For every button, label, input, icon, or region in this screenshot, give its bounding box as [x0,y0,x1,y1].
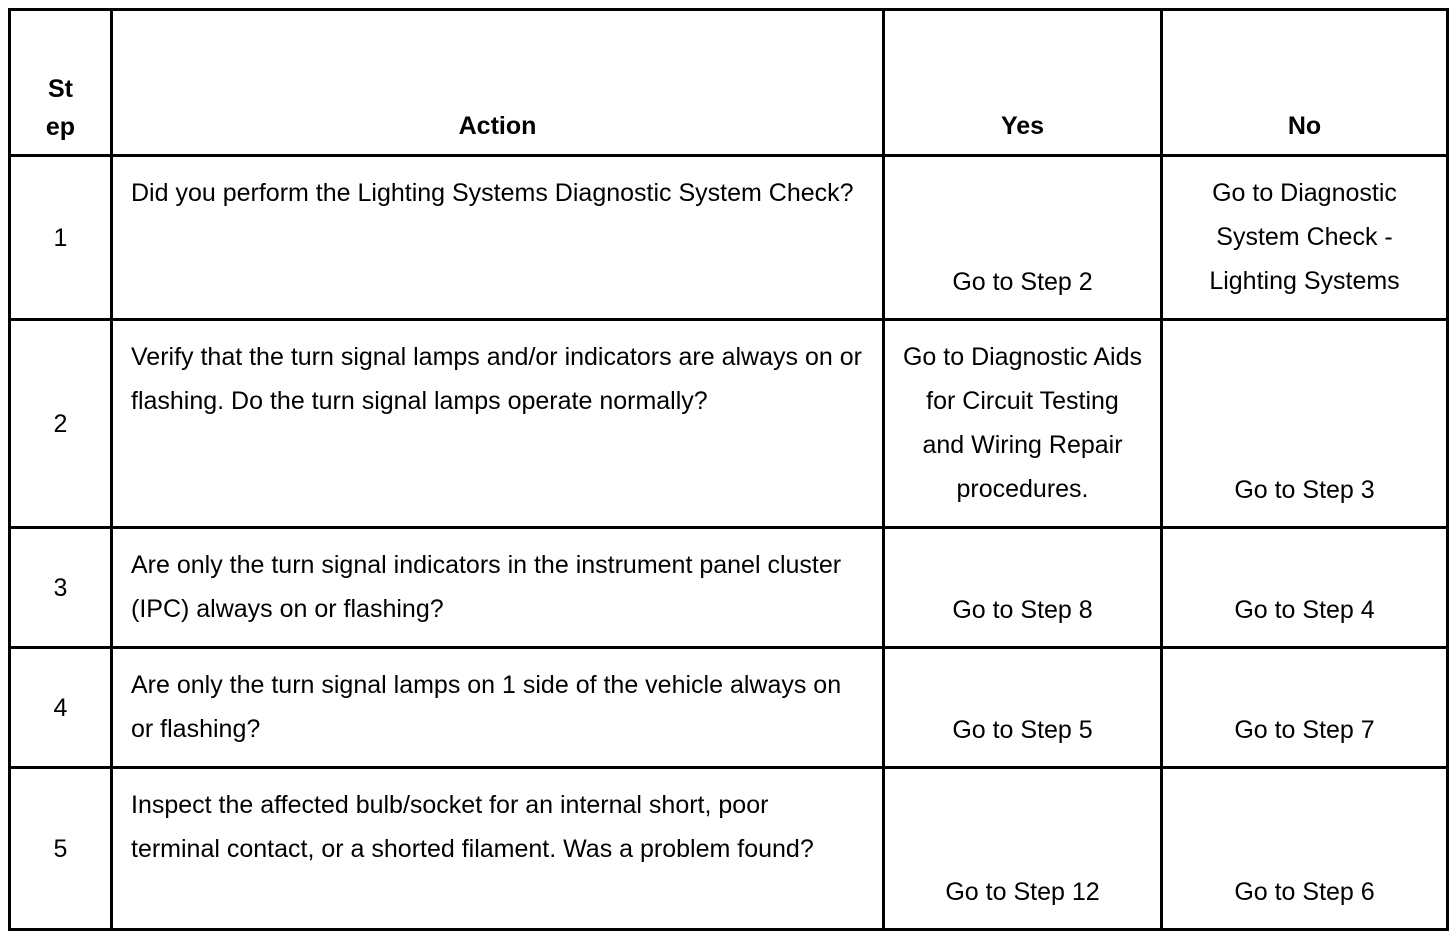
diagnostic-table-container [8,8,1449,931]
yes-cell: Go to Step 5 [884,648,1162,768]
diagnostic-table [8,8,1449,931]
no-cell: Go to Step 6 [1162,768,1448,930]
step-cell: 2 [10,320,112,528]
no-cell-text: Go to Diagnostic System Check - Lighting Systems [1209,179,1400,295]
yes-cell: Go to Step 8 [884,528,1162,648]
step-cell: 1 [10,156,112,320]
no-cell: Go to Step 3 [1162,320,1448,528]
table-row [10,528,1448,648]
yes-cell: Go to Step 2 [884,156,1162,320]
no-cell [1162,156,1448,320]
action-cell: Verify that the turn signal lamps and/or indicators are always on or flashing. Do the turn signal lamps operate normally? [112,320,884,528]
action-cell: Did you perform the Lighting Systems Diagnostic System Check? [112,156,884,320]
table-row [10,768,1448,930]
yes-cell-text: Go to Diagnostic Aids for Circuit Testing and Wiring Repair procedures. [902,343,1142,503]
table-row [10,156,1448,320]
header-step-label: St ep [45,75,76,141]
yes-cell: Go to Step 12 [884,768,1162,930]
header-action: Action [112,10,884,156]
action-cell: Are only the turn signal indicators in the instrument panel cluster (IPC) always on or flashing? [112,528,884,648]
header-step [10,10,112,156]
step-cell: 5 [10,768,112,930]
header-no: No [1162,10,1448,156]
no-cell: Go to Step 7 [1162,648,1448,768]
action-cell: Inspect the affected bulb/socket for an internal short, poor terminal contact, or a shorted filament. Was a problem found? [112,768,884,930]
table-row [10,648,1448,768]
step-cell: 4 [10,648,112,768]
yes-cell [884,320,1162,528]
table-row [10,320,1448,528]
action-cell: Are only the turn signal lamps on 1 side of the vehicle always on or flashing? [112,648,884,768]
header-yes: Yes [884,10,1162,156]
header-row [10,10,1448,156]
no-cell: Go to Step 4 [1162,528,1448,648]
step-cell: 3 [10,528,112,648]
